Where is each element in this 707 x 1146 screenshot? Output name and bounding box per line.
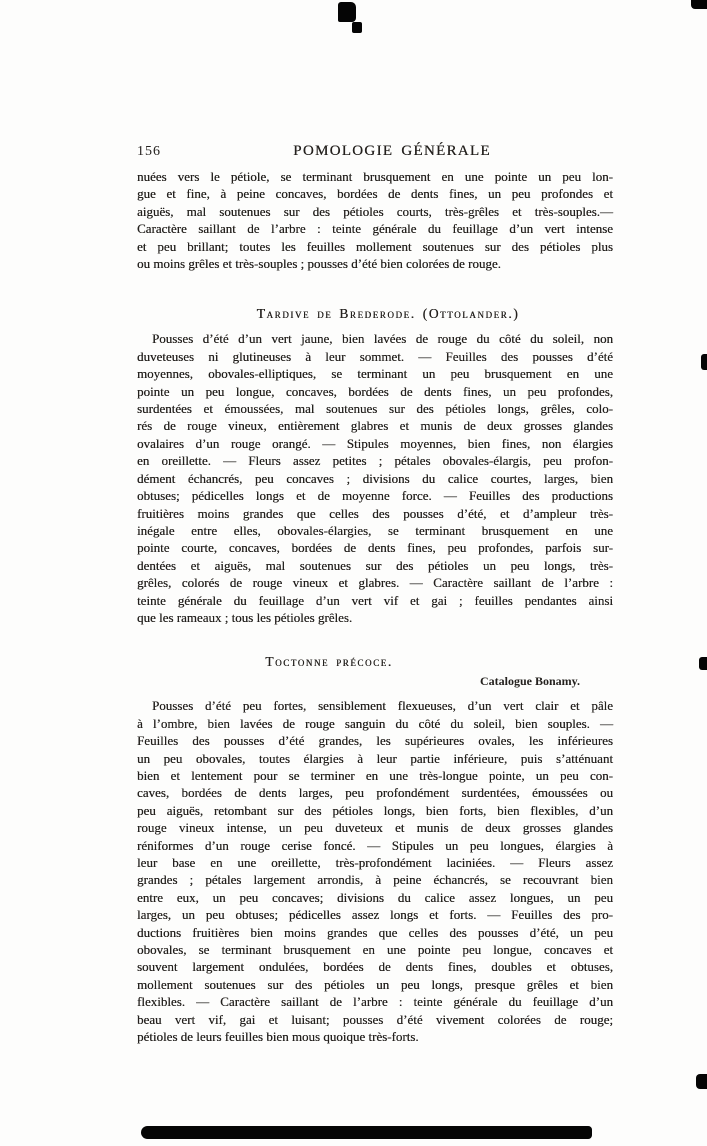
running-title: POMOLOGIE GÉNÉRALE	[293, 143, 491, 159]
page-header	[137, 143, 613, 160]
paragraph-toctonne-precoce	[137, 697, 613, 1045]
text-line: Pousses d’été d’un vert jaune, bien lavées de rouge du côté du soleil, non	[152, 331, 613, 347]
text-line: larges, un peu obtuses; pédicelles assez longs et forts. — Feuilles des pro-	[137, 907, 613, 923]
text-line: mollement soutenues sur des pétioles un peu longs, presque grêles et bien	[137, 976, 613, 992]
text-line: grandes ; pétales largement arrondis, à peine échancrés, se recouvrant bien	[137, 872, 613, 888]
text-line: que les rameaux ; tous les pétioles grêles.	[137, 609, 353, 625]
text-line: dément échancrés, peu concaves ; divisions du calice courtes, larges, bien	[137, 470, 613, 486]
text-line: pétioles de leurs feuilles bien mous quoique très-forts.	[137, 1029, 419, 1045]
text-line: ovalaires d’un rouge orangé. — Stipules moyennes, bien fines, non élargies	[137, 435, 613, 451]
text-line: Pousses d’été peu fortes, sensiblement flexueuses, d’un vert clair et pâle	[152, 698, 613, 714]
text-line: leur base en une oreillette, très-profondément laciniées. — Fleurs assez	[137, 855, 613, 870]
text-line: pointe un peu longue, concaves, bordées de dents fines, un peu profondes,	[137, 383, 613, 399]
text-line: pointe courte, concaves, bordées de dents fines, peu profondes, parfois sur-	[137, 540, 613, 556]
scan-artifact-right-edge-3	[699, 657, 707, 670]
text-line: grêles, colorés de rouge vineux et glabres. — Caractère saillant de l’arbre :	[137, 575, 613, 591]
text-line: rouge vineux intense, un peu duveteux et munis de deux grosses glandes	[137, 820, 613, 836]
text-line: duveteuses ni glutineuses à leur sommet. — Feuilles des pousses d’été	[137, 348, 613, 364]
section-heading-tardive-de-brederode: Tardive de Brederode. (Ottolander.)	[256, 306, 520, 322]
text-line: un peu obovales, toutes élargies à leur partie inférieure, puis s’atténuant	[137, 750, 613, 766]
text-line: bien et lentement pour se terminer en une très-longue pointe, un peu con-	[137, 767, 613, 783]
text-line: réniformes d’un rouge cerise foncé. — Stipules un peu longues, élargies à	[137, 837, 613, 853]
scan-artifact-bottom-bar	[141, 1126, 592, 1139]
text-line: surdentées et émoussées, mal soutenues sur des pétioles longs, grêles, colo-	[137, 401, 613, 417]
section-heading-toctonne-precoce: Toctonne précoce.	[265, 654, 393, 670]
text-line: obtuses; pédicelles longs et de moyenne force. — Feuilles des productions	[137, 488, 613, 504]
text-line: en oreillette. — Fleurs assez petites ; pétales obovales-élargis, peu profon-	[137, 453, 613, 469]
text-line: souvent largement ondulées, bordées de dents fines, doubles et obtuses,	[137, 959, 613, 975]
text-line: beau vert vif, gai et luisant; pousses d’été vivement colorées de rouge;	[137, 1011, 613, 1027]
text-line: ou moins grêles et très-souples ; pousses d’été bien colorées de rouge.	[137, 256, 501, 272]
scan-artifact-right-edge-4	[696, 1074, 707, 1089]
scan-artifact-right-edge-2	[701, 354, 707, 370]
text-line: dentées et aiguës, mal soutenues sur des pétioles un peu longs, très-	[137, 557, 613, 573]
scan-artifact-top-mark	[338, 2, 356, 22]
text-column	[137, 143, 613, 1045]
scan-artifact-right-edge-1	[691, 0, 707, 9]
scan-artifact-top-mark-small	[352, 22, 362, 33]
text-line: à l’ombre, bien lavées de rouge sanguin du côté du soleil, bien souples. —	[137, 715, 613, 731]
text-line: fruitières moins grandes que celles des pousses d’été, et d’ampleur très-	[137, 505, 613, 521]
text-line: teinte générale du feuillage d’un vert vif et gai ; feuilles pendantes ainsi	[137, 592, 613, 608]
text-line: gue et fine, à peine concaves, bordées de dents fines, un peu profondes et	[137, 186, 613, 202]
text-line: inégale entre elles, obovales-élargies, se terminant brusquement en une	[137, 522, 613, 538]
text-line: obovales, se terminant brusquement en une pointe peu longue, concaves et	[137, 942, 613, 958]
paragraph-continuation	[137, 168, 613, 272]
text-line: aiguës, mal soutenues sur des pétioles courts, très-grêles et très-souples.—	[137, 203, 613, 219]
text-line: et peu brillant; toutes les feuilles mollement soutenues sur des pétioles plus	[137, 238, 613, 254]
text-line: flexibles. — Caractère saillant de l’arbre : teinte générale du feuillage d’un	[137, 994, 613, 1010]
text-line: caves, bordées de dents larges, peu profondément surdentées, émoussées ou	[137, 785, 613, 801]
page-number: 156	[137, 144, 161, 159]
text-line: nuées vers le pétiole, se terminant brusquement en une pointe un peu lon-	[137, 169, 613, 184]
text-line: Caractère saillant de l’arbre : teinte générale du feuillage d’un vert intense	[137, 221, 613, 237]
text-line: ductions fruitières bien moins grandes que celles des pousses d’été, un peu	[137, 924, 613, 940]
text-line: rés de rouge vineux, entièrement glabres et munis de deux grosses glandes	[137, 418, 613, 434]
text-line: peu aiguës, retombant sur des pétioles longs, bien forts, bien flexibles, d’un	[137, 802, 613, 818]
text-line: Feuilles des pousses d’été grandes, les supérieures ovales, les inférieures	[137, 733, 613, 749]
text-line: moyennes, obovales-elliptiques, se terminant un peu brusquement en une	[137, 366, 613, 382]
catalogue-attribution: Catalogue Bonamy.	[479, 674, 580, 689]
paragraph-tardive-de-brederode	[137, 330, 613, 626]
text-line: entre eux, un peu concaves; divisions du calice assez longues, un peu	[137, 889, 613, 905]
